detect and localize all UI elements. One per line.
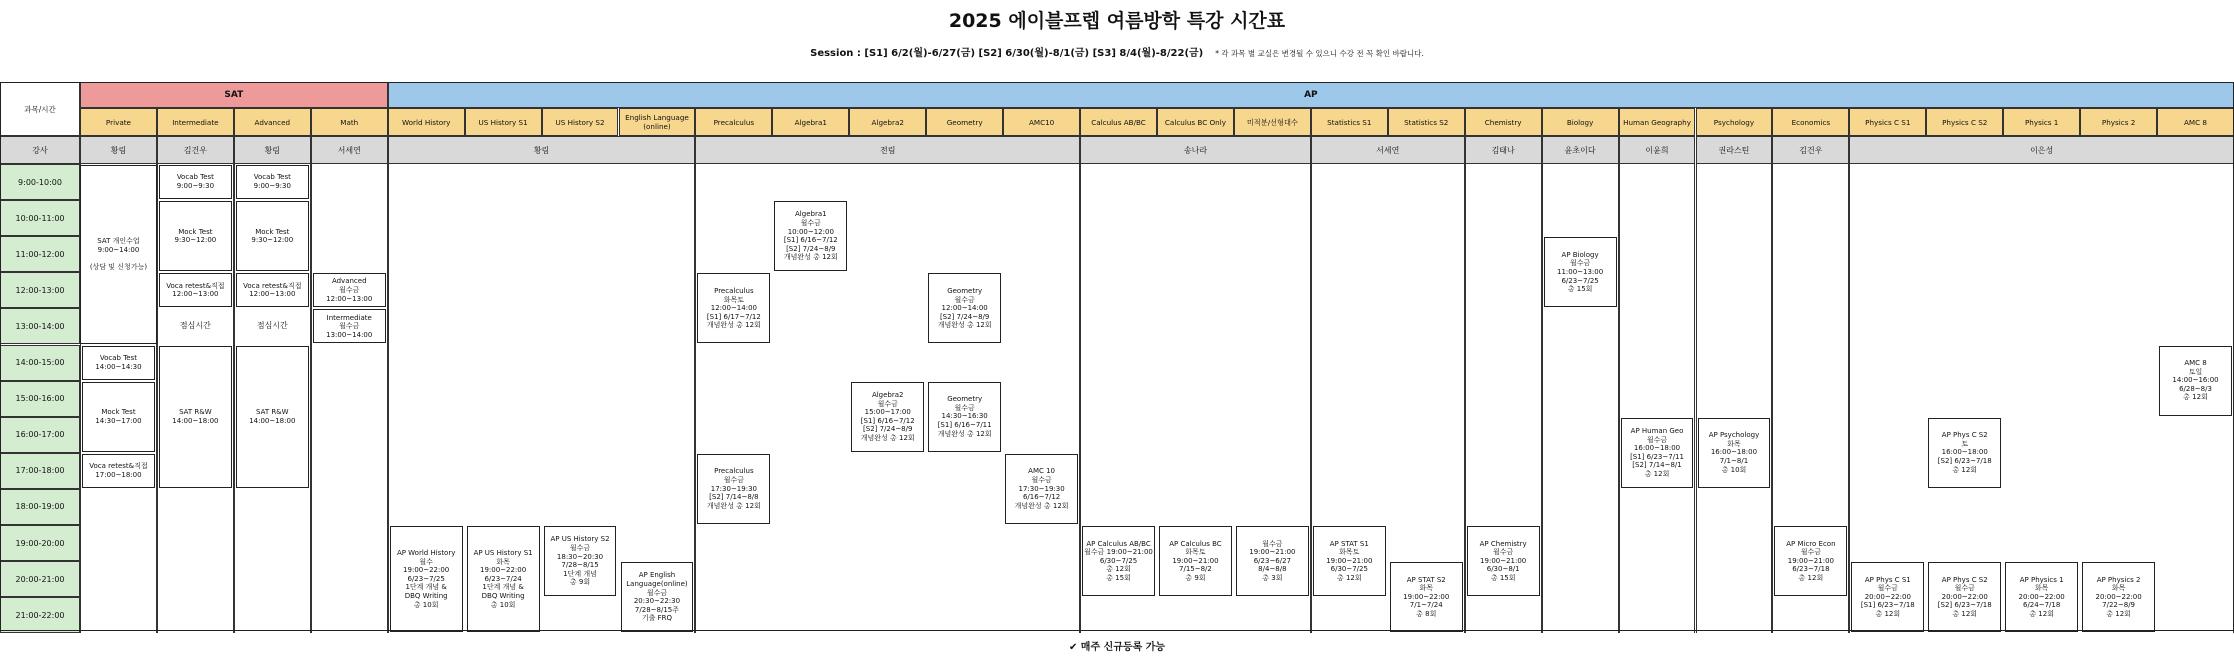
class-block: AMC 8 토일 14:00~16:00 6/28~8/3 총 12회: [2159, 346, 2232, 416]
subject-header: Human Geography: [1619, 108, 1696, 136]
teacher-cell: 이은성: [1849, 136, 2234, 164]
class-block: AP English Language(online) 월수금 20:30~22:30 7/28~8/15주 기출 FRQ: [621, 562, 694, 632]
column-body: [1542, 164, 1619, 633]
class-block: AP STAT S1 화목토 19:00~21:00 6/30~7/25 총 12회: [1313, 526, 1386, 596]
class-block: Algebra1 월수금 10:00~12:00 [S1] 6/16~7/12 [S2] 7/24~8/9 개념완성 총 12회: [774, 201, 847, 271]
teacher-cell: 송나라: [1080, 136, 1311, 164]
subject-header: Psychology: [1696, 108, 1773, 136]
class-block: Algebra2 월수금 15:00~17:00 [S1] 6/16~7/12 [S2] 7/24~8/9 개념완성 총 12회: [851, 382, 924, 452]
subject-header: Algebra1: [772, 108, 849, 136]
time-slot-label: 12:00-13:00: [0, 272, 80, 308]
class-block: 월수금 19:00~21:00 6/23~6/27 8/4~8/8 총 3회: [1236, 526, 1309, 596]
teacher-cell: 서세연: [1311, 136, 1465, 164]
class-block: 점심시간: [236, 309, 309, 343]
time-slot-label: 18:00-19:00: [0, 489, 80, 525]
subject-header: Economics: [1772, 108, 1849, 136]
category-sat: SAT: [80, 82, 388, 108]
teacher-cell: 이윤희: [1619, 136, 1696, 164]
class-block: AP Phys C S1 월수금 20:00~22:00 [S1] 6/23~7/18 총 12회: [1851, 562, 1924, 632]
class-block: AP US History S2 월수금 18:30~20:30 7/28~8/15 1단계 개념 총 9회: [544, 526, 617, 596]
time-slot-label: 19:00-20:00: [0, 525, 80, 561]
time-slot-label: 13:00-14:00: [0, 308, 80, 344]
corner-label: 과목/시간: [0, 82, 80, 136]
time-slot-label: 11:00-12:00: [0, 236, 80, 272]
class-block: Voca retest&직접 17:00~18:00: [82, 454, 155, 488]
subject-header: AMC10: [1003, 108, 1080, 136]
teacher-cell: 권라스틴: [1696, 136, 1773, 164]
class-block: Vocab Test 14:00~14:30: [82, 346, 155, 380]
class-block: Vocab Test 9:00~9:30: [236, 165, 309, 199]
session-note: * 각 과목 별 교실은 변경될 수 있으니 수강 전 꼭 확인 바랍니다.: [1215, 49, 1424, 58]
subject-header: US History S2: [542, 108, 619, 136]
class-block: AP Calculus BC 화목토 19:00~21:00 7/15~8/2 총 9회: [1159, 526, 1232, 596]
teacher-cell: 김건우: [157, 136, 234, 164]
class-block: AP US History S1 화목 19:00~22:00 6/23~7/24 1단계 개념 & DBQ Writing 총 10회: [467, 526, 540, 632]
teacher-cell: 황림: [80, 136, 157, 164]
time-slot-label: 14:00-15:00: [0, 345, 80, 381]
class-block: AP Psychology 화목 16:00~18:00 7/1~8/1 총 10회: [1698, 418, 1771, 488]
class-block: SAT R&W 14:00~18:00: [236, 346, 309, 488]
class-block: Advanced 월수금 12:00~13:00: [313, 273, 386, 307]
class-block: Intermediate 월수금 13:00~14:00: [313, 309, 386, 343]
class-block: AP Phys C S2 월수금 20:00~22:00 [S2] 6/23~7/18 총 12회: [1928, 562, 2001, 632]
subject-header: Private: [80, 108, 157, 136]
subject-header: Calculus AB/BC: [1080, 108, 1157, 136]
class-block: AP Physics 1 화목 20:00~22:00 6/24~7/18 총 12회: [2005, 562, 2078, 632]
subject-header: Algebra2: [849, 108, 926, 136]
subject-header: Advanced: [234, 108, 311, 136]
class-block: AP Phys C S2 토 16:00~18:00 [S2] 6/23~7/18 총 12회: [1928, 418, 2001, 488]
teacher-cell: 김태나: [1465, 136, 1542, 164]
teacher-row-label: 강사: [0, 136, 80, 164]
time-slot-label: 20:00-21:00: [0, 561, 80, 597]
class-block: SAT R&W 14:00~18:00: [159, 346, 232, 488]
time-slot-label: 16:00-17:00: [0, 417, 80, 453]
subject-header: Statistics S1: [1311, 108, 1388, 136]
subject-header: Math: [311, 108, 388, 136]
subject-header: Chemistry: [1465, 108, 1542, 136]
subject-header: Physics C S1: [1849, 108, 1926, 136]
subject-header: Physics 2: [2080, 108, 2157, 136]
subject-header: English Language (online): [619, 108, 696, 136]
page-title: 2025 에이블프렙 여름방학 특강 시간표: [948, 10, 1286, 32]
teacher-cell: 김건우: [1772, 136, 1849, 164]
class-block: Voca retest&직접 12:00~13:00: [159, 273, 232, 307]
subject-header: 미적분/선형대수: [1234, 108, 1311, 136]
subject-header: World History: [388, 108, 465, 136]
teacher-cell: 황림: [388, 136, 696, 164]
teacher-cell: 전림: [695, 136, 1080, 164]
class-block: Mock Test 9:30~12:00: [236, 201, 309, 271]
subject-header: Geometry: [926, 108, 1003, 136]
class-block: Voca retest&직접 12:00~13:00: [236, 273, 309, 307]
subject-header: Statistics S2: [1388, 108, 1465, 136]
subject-header: Physics 1: [2003, 108, 2080, 136]
time-slot-label: 21:00-22:00: [0, 597, 80, 633]
class-block: Vocab Test 9:00~9:30: [159, 165, 232, 199]
column-body: [1696, 164, 1773, 633]
column-body: [311, 164, 388, 633]
class-block: AP Human Geo 월수금 16:00~18:00 [S1] 6/23~7/11 [S2] 7/14~8/1 총 12회: [1621, 418, 1694, 488]
subject-header: Biology: [1542, 108, 1619, 136]
subject-header: AMC 8: [2157, 108, 2234, 136]
class-block: Geometry 월수금 14:30~16:30 [S1] 6/16~7/11 개념완성 총 12회: [928, 382, 1001, 452]
class-block: AP Micro Econ 월수금 19:00~21:00 6/23~7/18 총 12회: [1774, 526, 1847, 596]
footer-note: ✔ 매주 신규등록 가능: [1068, 642, 1166, 653]
class-block: SAT 개인수업 9:00~14:00 (상담 및 신청가능): [80, 165, 157, 344]
class-block: AP Physics 2 화목 20:00~22:00 7/22~8/9 총 12회: [2082, 562, 2155, 632]
class-block: Geometry 월수금 12:00~14:00 [S2] 7/24~8/9 개념완성 총 12회: [928, 273, 1001, 343]
subject-header: Physics C S2: [1926, 108, 2003, 136]
subject-header: Precalculus: [695, 108, 772, 136]
time-slot-label: 9:00-10:00: [0, 164, 80, 200]
class-block: 점심시간: [159, 309, 232, 343]
class-block: AP Calculus AB/BC 월수금 19:00~21:00 6/30~7/25 총 12회 총 15회: [1082, 526, 1155, 596]
class-block: Precalculus 월수금 17:30~19:30 [S2] 7/14~8/8 개념완성 총 12회: [697, 454, 770, 524]
class-block: AP World History 월수 19:00~22:00 6/23~7/25 1단계 개념 & DBQ Writing 총 10회: [390, 526, 463, 632]
class-block: Mock Test 14:30~17:00: [82, 382, 155, 452]
session-dates: Session : [S1] 6/2(월)-6/27(금) [S2] 6/30(월)-8/1(금) [S3] 8/4(월)-8/22(금): [810, 48, 1204, 59]
teacher-cell: 황림: [234, 136, 311, 164]
teacher-cell: 서세연: [311, 136, 388, 164]
teacher-cell: 윤초이다: [1542, 136, 1619, 164]
column-body: [1619, 164, 1696, 633]
time-slot-label: 10:00-11:00: [0, 200, 80, 236]
subject-header: Calculus BC Only: [1157, 108, 1234, 136]
class-block: AP Chemistry 월수금 19:00~21:00 6/30~8/1 총 15회: [1467, 526, 1540, 596]
class-block: AP Biology 월수금 11:00~13:00 6/23~7/25 총 15회: [1544, 237, 1617, 307]
time-slot-label: 15:00-16:00: [0, 381, 80, 417]
category-ap: AP: [388, 82, 2234, 108]
class-block: Mock Test 9:30~12:00: [159, 201, 232, 271]
class-block: AP STAT S2 화목 19:00~22:00 7/1~7/24 총 8회: [1390, 562, 1463, 632]
class-block: AMC 10 월수금 17:30~19:30 6/16~7/12 개념완성 총 12회: [1005, 454, 1078, 524]
subject-header: US History S1: [465, 108, 542, 136]
subject-header: Intermediate: [157, 108, 234, 136]
class-block: Precalculus 화목토 12:00~14:00 [S1] 6/17~7/12 개념완성 총 12회: [697, 273, 770, 343]
time-slot-label: 17:00-18:00: [0, 453, 80, 489]
